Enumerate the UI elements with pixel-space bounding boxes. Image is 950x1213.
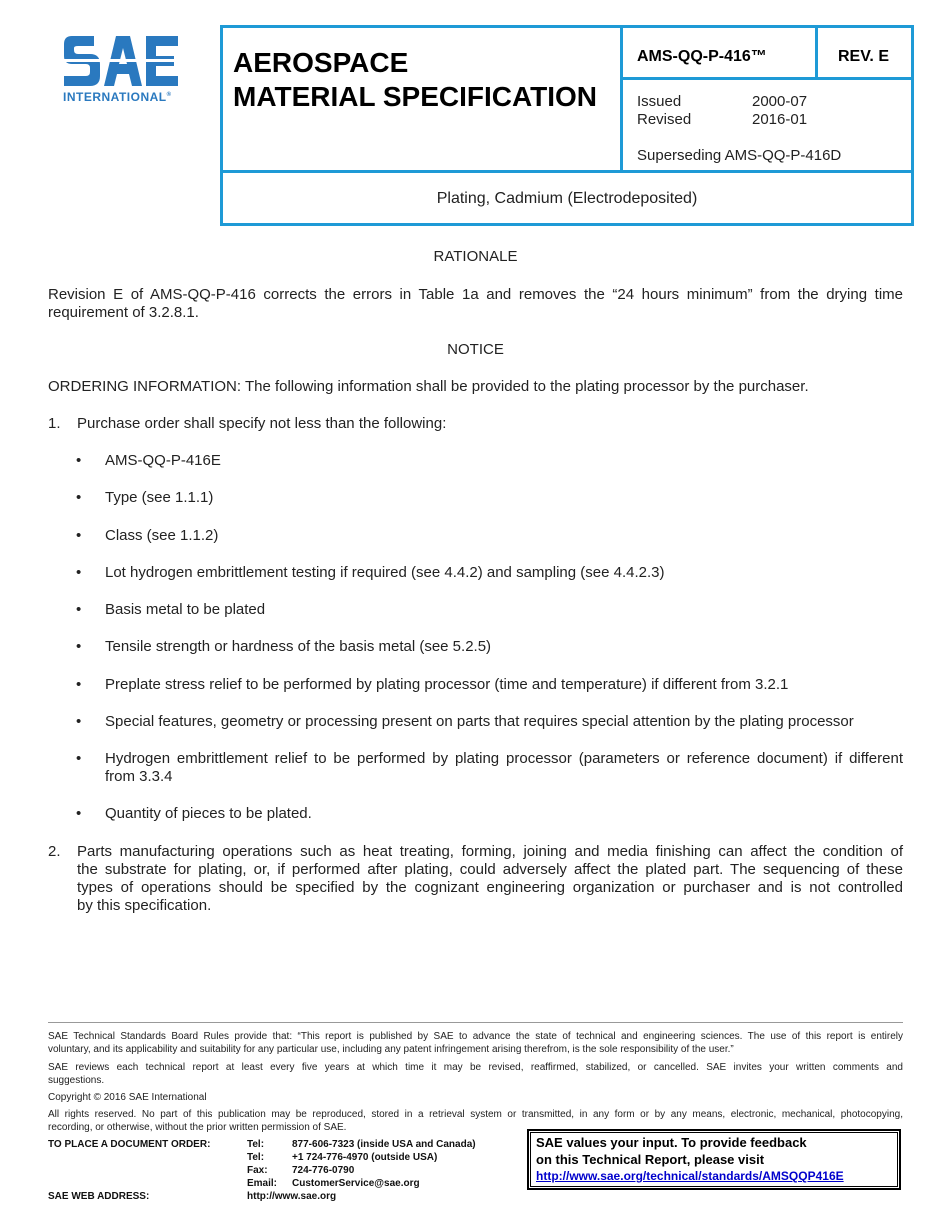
bullet-item: Special features, geometry or processing present on parts that requires special attention by the plating processor (105, 713, 854, 730)
bullet-marker: • (76, 805, 82, 822)
revision-label: REV. E (838, 48, 889, 65)
bullet-item: AMS-QQ-P-416E (105, 452, 221, 469)
document-type-title: AEROSPACE MATERIAL SPECIFICATION (233, 47, 597, 112)
bullet-marker: • (76, 489, 82, 506)
list-number: 2. (48, 843, 61, 860)
revised-date: 2016-01 (752, 111, 808, 128)
bullet-marker: • (76, 564, 82, 581)
bullet-item: Class (see 1.1.2) (105, 527, 219, 544)
document-subtitle: Plating, Cadmium (Electrodeposited) (436, 190, 698, 207)
header-divider (620, 25, 623, 173)
header-divider (220, 170, 914, 173)
bullet-marker: • (76, 676, 82, 693)
bullet-marker: • (76, 452, 82, 469)
issued-date: 2000-07 (752, 93, 808, 110)
contact-value: +1 724-776-4970 (outside USA) (292, 1152, 438, 1163)
contact-label: Tel: (247, 1152, 265, 1163)
web-address-link[interactable]: http://www.sae.org (247, 1191, 337, 1202)
document-number: AMS-QQ-P-416™ (637, 48, 767, 65)
bullet-item: Tensile strength or hardness of the basis metal (see 5.2.5) (105, 638, 492, 655)
list-item-text: Purchase order shall specify not less than the following: (77, 415, 447, 432)
bullet-item: Preplate stress relief to be performed by plating processor (time and temperature) if different from 3.2.1 (105, 676, 789, 693)
contact-label: Email: (247, 1178, 278, 1189)
rationale-heading: RATIONALE (433, 248, 518, 265)
web-address-label: SAE WEB ADDRESS: (48, 1191, 150, 1202)
footer-rights: All rights reserved. No part of this publication may be reproduced, stored in a retrieval system or transmitted, in any form or by any means, electronic, mechanical, photocopying, recording, or otherwise, without the prior written permission of SAE. (48, 1109, 903, 1133)
bullet-item: Basis metal to be plated (105, 601, 266, 618)
list-item-text: Parts manufacturing operations such as heat treating, forming, joining and media finishing can affect the condition of the substrate for plating, or, if performed after plating, could adversely affect the plated part. The sequencing of these types of operations should be specified by the cognizant engineering organization or purchaser and is not controlled by this specification. (77, 843, 903, 914)
footer-copyright: Copyright © 2016 SAE International (48, 1092, 207, 1103)
issued-label: Issued (637, 93, 682, 110)
bullet-marker: • (76, 601, 82, 618)
header-divider (620, 77, 914, 80)
list-number: 1. (48, 415, 61, 432)
bullet-marker: • (76, 638, 82, 655)
superseding-text: Superseding AMS-QQ-P-416D (637, 147, 842, 164)
feedback-text: on this Technical Report, please visit (536, 1152, 765, 1167)
notice-heading: NOTICE (447, 341, 504, 358)
rationale-text: Revision E of AMS-QQ-P-416 corrects the errors in Table 1a and removes the “24 hours minimum” from the drying time requirement of 3.2.8.1. (48, 286, 903, 321)
order-label: TO PLACE A DOCUMENT ORDER: (48, 1139, 211, 1150)
bullet-item: Quantity of pieces to be plated. (105, 805, 312, 822)
contact-email[interactable]: CustomerService@sae.org (292, 1178, 420, 1189)
logo-international-text: INTERNATIONAL® (63, 90, 172, 104)
footer-divider (48, 1022, 903, 1023)
contact-value: 724-776-0790 (292, 1165, 355, 1176)
header-divider (815, 25, 818, 80)
contact-label: Tel: (247, 1139, 265, 1150)
footer-board-rules: SAE Technical Standards Board Rules provide that: “This report is published by SAE to advance the state of technical and engineering sciences. The use of this report is entirely voluntary, and its applicability and suitability for any particular use, including any patent infringement arising therefrom, is the sole responsibility of the user.” (48, 1031, 903, 1055)
bullet-marker: • (76, 713, 82, 730)
contact-value: 877-606-7323 (inside USA and Canada) (292, 1139, 476, 1150)
bullet-item: Lot hydrogen embrittlement testing if required (see 4.4.2) and sampling (see 4.4.2.3) (105, 564, 665, 581)
bullet-item: Type (see 1.1.1) (105, 489, 214, 506)
contact-label: Fax: (247, 1165, 268, 1176)
footer-review-note: SAE reviews each technical report at least every five years at which time it may be revised, reaffirmed, stabilized, or cancelled. SAE invites your written comments and suggestions. (48, 1062, 903, 1086)
feedback-link[interactable]: http://www.sae.org/technical/standards/AMSQQP416E (536, 1169, 844, 1183)
revised-label: Revised (637, 111, 692, 128)
bullet-marker: • (76, 750, 82, 767)
ordering-information: ORDERING INFORMATION: The following information shall be provided to the plating processor by the purchaser. (48, 378, 809, 395)
bullet-marker: • (76, 527, 82, 544)
bullet-item: Hydrogen embrittlement relief to be performed by plating processor (parameters or reference document) if different from 3.3.4 (105, 750, 903, 785)
feedback-text: SAE values your input. To provide feedback (536, 1135, 807, 1150)
